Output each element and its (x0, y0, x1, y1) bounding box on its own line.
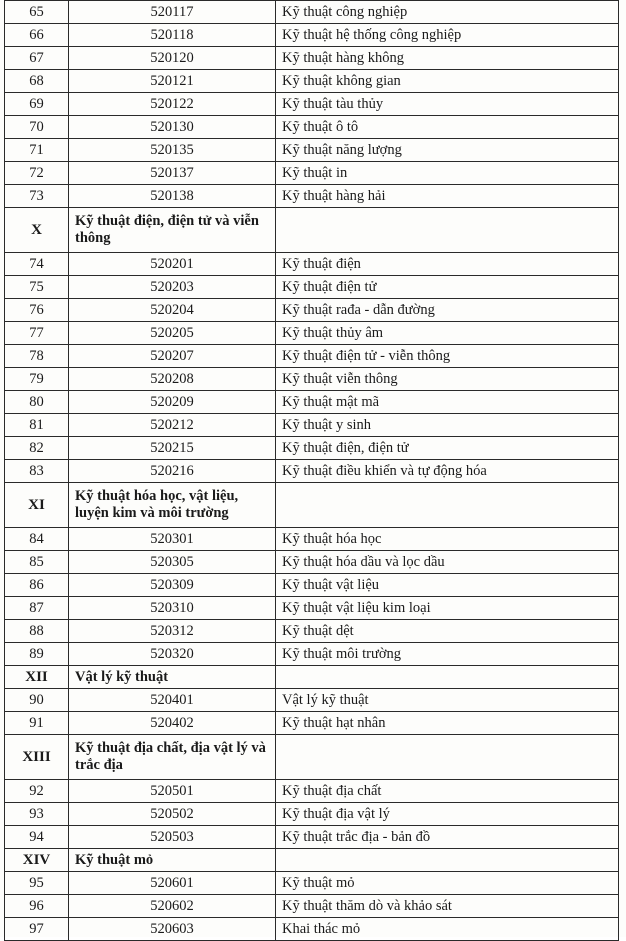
group-header-row (5, 483, 619, 528)
group-header-row (5, 208, 619, 253)
table-row (5, 322, 619, 345)
table-row (5, 391, 619, 414)
table-row (5, 116, 619, 139)
table-row (5, 895, 619, 918)
row-number: 96 (5, 895, 69, 918)
row-number: 92 (5, 780, 69, 803)
table-row (5, 437, 619, 460)
major-code: 520503 (69, 826, 276, 849)
major-code: 520121 (69, 70, 276, 93)
major-code: 520207 (69, 345, 276, 368)
major-name: Kỹ thuật thủy âm (276, 322, 619, 345)
group-header-row (5, 849, 619, 872)
major-name: Kỹ thuật điện tử (276, 276, 619, 299)
major-code: 520312 (69, 620, 276, 643)
row-number: 91 (5, 712, 69, 735)
major-code: 520402 (69, 712, 276, 735)
major-code: 520320 (69, 643, 276, 666)
row-number: 78 (5, 345, 69, 368)
major-name: Khai thác mỏ (276, 918, 619, 941)
major-code: 520137 (69, 162, 276, 185)
major-name: Kỹ thuật công nghiệp (276, 1, 619, 24)
group-numeral: X (5, 208, 69, 253)
major-name: Kỹ thuật vật liệu kim loại (276, 597, 619, 620)
group-header-row (5, 666, 619, 689)
major-code: 520117 (69, 1, 276, 24)
major-code: 520310 (69, 597, 276, 620)
row-number: 93 (5, 803, 69, 826)
row-number: 70 (5, 116, 69, 139)
major-name: Kỹ thuật hóa học (276, 528, 619, 551)
row-number: 83 (5, 460, 69, 483)
major-name: Kỹ thuật vật liệu (276, 574, 619, 597)
group-empty-cell (276, 849, 619, 872)
table-row (5, 276, 619, 299)
table-row (5, 253, 619, 276)
group-numeral: XIII (5, 735, 69, 780)
row-number: 65 (5, 1, 69, 24)
major-code: 520118 (69, 24, 276, 47)
table-row (5, 689, 619, 712)
table-row (5, 918, 619, 941)
row-number: 73 (5, 185, 69, 208)
major-name: Kỹ thuật hóa dầu và lọc dầu (276, 551, 619, 574)
row-number: 89 (5, 643, 69, 666)
table-row (5, 597, 619, 620)
row-number: 80 (5, 391, 69, 414)
major-name: Kỹ thuật mỏ (276, 872, 619, 895)
major-name: Kỹ thuật năng lượng (276, 139, 619, 162)
major-code: 520201 (69, 253, 276, 276)
major-name: Kỹ thuật hạt nhân (276, 712, 619, 735)
table-row (5, 620, 619, 643)
major-code: 520502 (69, 803, 276, 826)
table-row (5, 24, 619, 47)
major-code: 520215 (69, 437, 276, 460)
group-title: Kỹ thuật địa chất, địa vật lý và trắc địa (69, 735, 276, 780)
row-number: 97 (5, 918, 69, 941)
table-row (5, 70, 619, 93)
row-number: 76 (5, 299, 69, 322)
majors-table (4, 0, 619, 941)
major-code: 520602 (69, 895, 276, 918)
table-row (5, 47, 619, 70)
major-name: Vật lý kỹ thuật (276, 689, 619, 712)
major-name: Kỹ thuật trắc địa - bản đồ (276, 826, 619, 849)
major-code: 520209 (69, 391, 276, 414)
row-number: 79 (5, 368, 69, 391)
table-row (5, 460, 619, 483)
row-number: 88 (5, 620, 69, 643)
group-empty-cell (276, 483, 619, 528)
table-row (5, 185, 619, 208)
row-number: 85 (5, 551, 69, 574)
row-number: 95 (5, 872, 69, 895)
row-number: 67 (5, 47, 69, 70)
row-number: 81 (5, 414, 69, 437)
group-title: Vật lý kỹ thuật (69, 666, 276, 689)
table-row (5, 712, 619, 735)
group-empty-cell (276, 208, 619, 253)
major-code: 520138 (69, 185, 276, 208)
major-code: 520122 (69, 93, 276, 116)
major-name: Kỹ thuật môi trường (276, 643, 619, 666)
major-code: 520401 (69, 689, 276, 712)
major-name: Kỹ thuật địa chất (276, 780, 619, 803)
row-number: 75 (5, 276, 69, 299)
majors-table-body (5, 1, 619, 941)
major-name: Kỹ thuật y sinh (276, 414, 619, 437)
group-header-row (5, 735, 619, 780)
row-number: 77 (5, 322, 69, 345)
table-row (5, 345, 619, 368)
major-name: Kỹ thuật điện tử - viễn thông (276, 345, 619, 368)
table-row (5, 1, 619, 24)
major-name: Kỹ thuật rađa - dẫn đường (276, 299, 619, 322)
table-row (5, 299, 619, 322)
group-empty-cell (276, 666, 619, 689)
major-code: 520601 (69, 872, 276, 895)
major-code: 520203 (69, 276, 276, 299)
row-number: 74 (5, 253, 69, 276)
group-empty-cell (276, 735, 619, 780)
major-name: Kỹ thuật in (276, 162, 619, 185)
table-row (5, 551, 619, 574)
table-row (5, 162, 619, 185)
row-number: 69 (5, 93, 69, 116)
group-title: Kỹ thuật mỏ (69, 849, 276, 872)
row-number: 72 (5, 162, 69, 185)
table-row (5, 368, 619, 391)
major-name: Kỹ thuật điện, điện tử (276, 437, 619, 460)
major-name: Kỹ thuật không gian (276, 70, 619, 93)
major-name: Kỹ thuật dệt (276, 620, 619, 643)
group-title: Kỹ thuật hóa học, vật liệu, luyện kim và môi trường (69, 483, 276, 528)
major-code: 520216 (69, 460, 276, 483)
major-code: 520309 (69, 574, 276, 597)
row-number: 90 (5, 689, 69, 712)
major-code: 520501 (69, 780, 276, 803)
group-numeral: XII (5, 666, 69, 689)
major-code: 520305 (69, 551, 276, 574)
major-code: 520205 (69, 322, 276, 345)
group-numeral: XI (5, 483, 69, 528)
row-number: 86 (5, 574, 69, 597)
major-code: 520212 (69, 414, 276, 437)
table-row (5, 803, 619, 826)
major-name: Kỹ thuật điện (276, 253, 619, 276)
row-number: 82 (5, 437, 69, 460)
table-row (5, 574, 619, 597)
major-code: 520135 (69, 139, 276, 162)
major-code: 520301 (69, 528, 276, 551)
row-number: 84 (5, 528, 69, 551)
major-name: Kỹ thuật điều khiển và tự động hóa (276, 460, 619, 483)
major-name: Kỹ thuật địa vật lý (276, 803, 619, 826)
major-name: Kỹ thuật tàu thủy (276, 93, 619, 116)
table-row (5, 414, 619, 437)
table-row (5, 780, 619, 803)
group-title: Kỹ thuật điện, điện tử và viễn thông (69, 208, 276, 253)
major-name: Kỹ thuật hệ thống công nghiệp (276, 24, 619, 47)
group-numeral: XIV (5, 849, 69, 872)
major-name: Kỹ thuật hàng hải (276, 185, 619, 208)
table-row (5, 93, 619, 116)
major-code: 520208 (69, 368, 276, 391)
table-row (5, 139, 619, 162)
table-row (5, 872, 619, 895)
row-number: 87 (5, 597, 69, 620)
row-number: 94 (5, 826, 69, 849)
major-name: Kỹ thuật mật mã (276, 391, 619, 414)
major-code: 520120 (69, 47, 276, 70)
row-number: 66 (5, 24, 69, 47)
major-code: 520130 (69, 116, 276, 139)
major-name: Kỹ thuật hàng không (276, 47, 619, 70)
table-row (5, 528, 619, 551)
major-name: Kỹ thuật viễn thông (276, 368, 619, 391)
row-number: 68 (5, 70, 69, 93)
table-row (5, 643, 619, 666)
major-code: 520204 (69, 299, 276, 322)
major-code: 520603 (69, 918, 276, 941)
major-name: Kỹ thuật thăm dò và khảo sát (276, 895, 619, 918)
major-name: Kỹ thuật ô tô (276, 116, 619, 139)
table-row (5, 826, 619, 849)
row-number: 71 (5, 139, 69, 162)
